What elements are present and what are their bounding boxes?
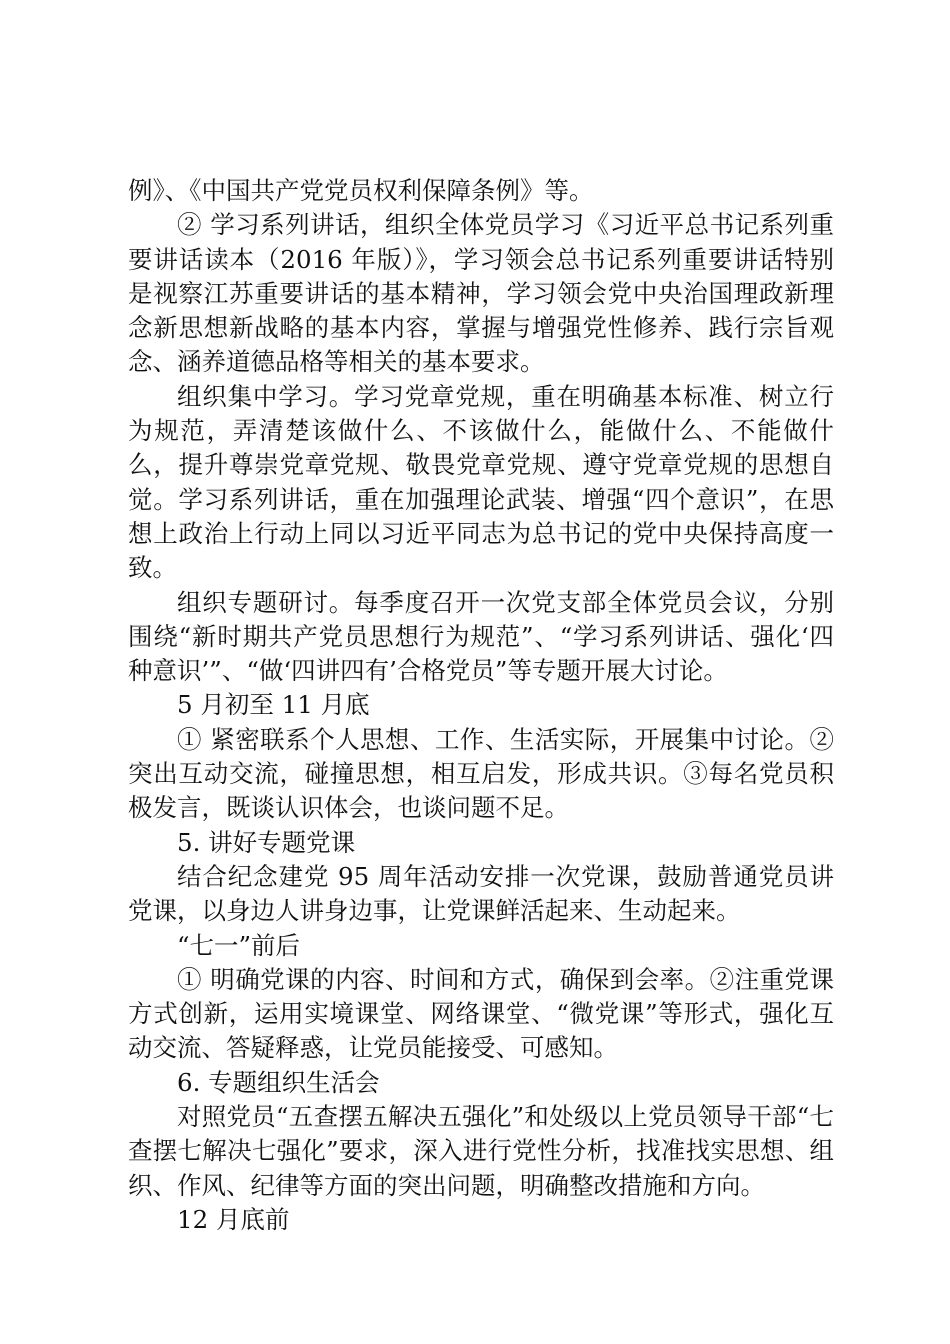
paragraph-10: ① 明确党课的内容、时间和方式，确保到会率。②注重党课方式创新，运用实境课堂、网络课堂、“微党课”等形式，强化互动交流、答疑释惑，让党员能接受、可感知。 (128, 964, 834, 1063)
paragraph-1: 例》、《中国共产党党员权利保障条例》等。 (128, 176, 594, 205)
paragraph-2: ② 学习系列讲话，组织全体党员学习《习近平总书记系列重要讲话读本（2016 年版）》，学习领会总书记系列重要讲话特别是视察江苏重要讲话的基本精神，学习领会党中央治国理政新理念新思想新战略的基本内容，掌握与增强党性修养、践行宗旨观念、涵养道德品格等相关的基本要求。 (128, 210, 834, 377)
paragraph-8: 结合纪念建党 95 周年活动安排一次党课，鼓励普通党员讲党课，以身边人讲身边事，让党课鲜活起来、生动起来。 (128, 861, 834, 926)
paragraph-9: “七一”前后 (177, 930, 301, 960)
paragraph-6: ① 紧密联系个人思想、工作、生活实际，开展集中讨论。②突出互动交流，碰撞思想，相互启发，形成共识。③每名党员积极发言，既谈认识体会，也谈问题不足。 (128, 724, 834, 823)
document-body (128, 174, 834, 1237)
section-heading-5: 5. 讲好专题党课 (177, 827, 356, 857)
paragraph-5: 5 月初至 11 月底 (177, 690, 370, 720)
paragraph-13: 12 月底前 (177, 1204, 290, 1234)
paragraph-12: 对照党员“五查摆五解决五强化”和处级以上党员领导干部“七查摆七解决七强化”要求，深入进行党性分析，找准找实思想、组织、作风、纪律等方面的突出问题，明确整改措施和方向。 (128, 1102, 834, 1200)
paragraph-3: 组织集中学习。学习党章党规，重在明确基本标准、树立行为规范，弄清楚该做什么、不该做什么，能做什么、不能做什么，提升尊崇党章党规、敬畏党章党规、遵守党章党规的思想自觉。学习系列讲话，重在加强理论武装、增强“四个意识”，在思想上政治上行动上同以习近平同志为总书记的党中央保持高度一致。 (128, 381, 834, 583)
section-heading-6: 6. 专题组织生活会 (177, 1067, 380, 1097)
paragraph-4: 组织专题研讨。每季度召开一次党支部全体党员会议，分别围绕“新时期共产党员思想行为规范”、“学习系列讲话、强化‘四种意识’”、“做‘四讲四有’合格党员”等专题开展大讨论。 (128, 587, 834, 686)
